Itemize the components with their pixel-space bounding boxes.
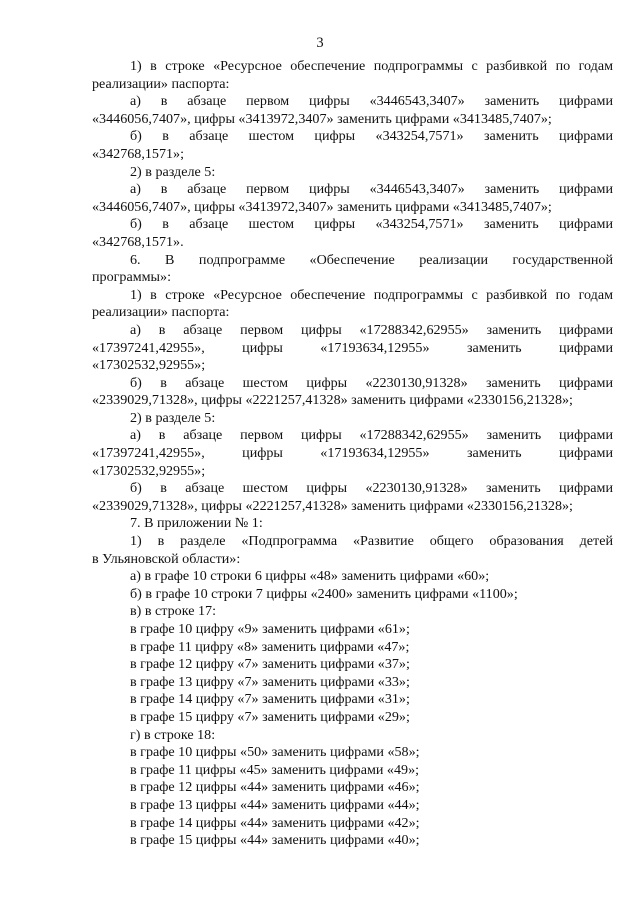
text-line: «17302532,92955»; xyxy=(92,357,206,374)
text-line: б) в абзаце шестом цифры «2230130,91328» заменить цифрами xyxy=(130,480,613,497)
text-line: «3446056,7407», цифры «3413972,3407» заменить цифрами «3413485,7407»; xyxy=(92,198,552,215)
text-line: в графе 12 цифры «44» заменить цифрами «46»; xyxy=(130,779,420,796)
text-line: «17302532,92955»; xyxy=(92,462,206,479)
text-line: «3446056,7407», цифры «3413972,3407» заменить цифрами «3413485,7407»; xyxy=(92,110,552,127)
text-line: реализации» паспорта: xyxy=(92,75,230,92)
text-line: б) в абзаце шестом цифры «343254,7571» заменить цифрами xyxy=(130,216,613,233)
text-line: 7. В приложении № 1: xyxy=(130,515,263,532)
text-line: в графе 14 цифру «7» заменить цифрами «31»; xyxy=(130,691,410,708)
text-line: в графе 14 цифры «44» заменить цифрами «42»; xyxy=(130,814,420,831)
text-line: в графе 12 цифру «7» заменить цифрами «37»; xyxy=(130,656,410,673)
text-line: в Ульяновской области»: xyxy=(92,550,241,567)
text-line: 2) в разделе 5: xyxy=(130,409,216,426)
text-line: 1) в строке «Ресурсное обеспечение подпрограммы с разбивкой по годам xyxy=(130,286,613,303)
text-line: в графе 15 цифру «7» заменить цифрами «29»; xyxy=(130,708,410,725)
text-line: в графе 15 цифры «44» заменить цифрами «40»; xyxy=(130,832,420,849)
text-line: «342768,1571»; xyxy=(92,145,185,162)
text-line: а) в абзаце первом цифры «3446543,3407» заменить цифрами xyxy=(130,93,613,110)
text-line: в графе 10 цифру «9» заменить цифрами «61»; xyxy=(130,621,410,637)
text-line: «17397241,42955», цифры «17193634,12955» заменить цифрами xyxy=(92,339,613,356)
text-line: реализации» паспорта: xyxy=(92,304,230,321)
text-line: б) в абзаце шестом цифры «343254,7571» заменить цифрами xyxy=(130,128,613,145)
text-line: б) в абзаце шестом цифры «2230130,91328» заменить цифрами xyxy=(130,374,613,391)
text-line: а) в абзаце первом цифры «17288342,62955» заменить цифрами xyxy=(130,427,613,444)
text-line: в графе 11 цифры «45» заменить цифрами «49»; xyxy=(130,761,420,778)
text-line: «2339029,71328», цифры «2221257,41328» заменить цифрами «2330156,21328»; xyxy=(92,392,573,409)
text-line: б) в графе 10 строки 7 цифры «2400» заменить цифрами «1100»; xyxy=(130,585,518,602)
text-line: а) в абзаце первом цифры «17288342,62955» заменить цифрами xyxy=(130,321,613,338)
text-line: 6. В подпрограмме «Обеспечение реализации государственной xyxy=(130,251,613,268)
text-line: «17397241,42955», цифры «17193634,12955» заменить цифрами xyxy=(92,445,613,462)
text-line: в) в строке 17: xyxy=(130,603,217,620)
text-line: «342768,1571». xyxy=(92,233,184,250)
page-number: 3 xyxy=(316,35,324,51)
text-line: г) в строке 18: xyxy=(130,726,216,743)
text-line: 1) в строке «Ресурсное обеспечение подпрограммы с разбивкой по годам xyxy=(130,58,613,74)
text-line: в графе 13 цифру «7» заменить цифрами «33»; xyxy=(130,673,410,690)
text-line: а) в графе 10 строки 6 цифры «48» заменить цифрами «60»; xyxy=(130,568,490,585)
text-line: в графе 13 цифры «44» заменить цифрами «44»; xyxy=(130,796,420,813)
text-line: 1) в разделе «Подпрограмма «Развитие общего образования детей xyxy=(130,533,613,550)
text-line: а) в абзаце первом цифры «3446543,3407» заменить цифрами xyxy=(130,181,613,198)
text-line: 2) в разделе 5: xyxy=(130,163,216,180)
text-line: «2339029,71328», цифры «2221257,41328» заменить цифрами «2330156,21328»; xyxy=(92,497,573,514)
document-body xyxy=(92,58,613,850)
text-line: в графе 11 цифру «8» заменить цифрами «47»; xyxy=(130,638,410,655)
text-line: программы»: xyxy=(92,269,171,286)
text-line: в графе 10 цифры «50» заменить цифрами «58»; xyxy=(130,744,420,761)
